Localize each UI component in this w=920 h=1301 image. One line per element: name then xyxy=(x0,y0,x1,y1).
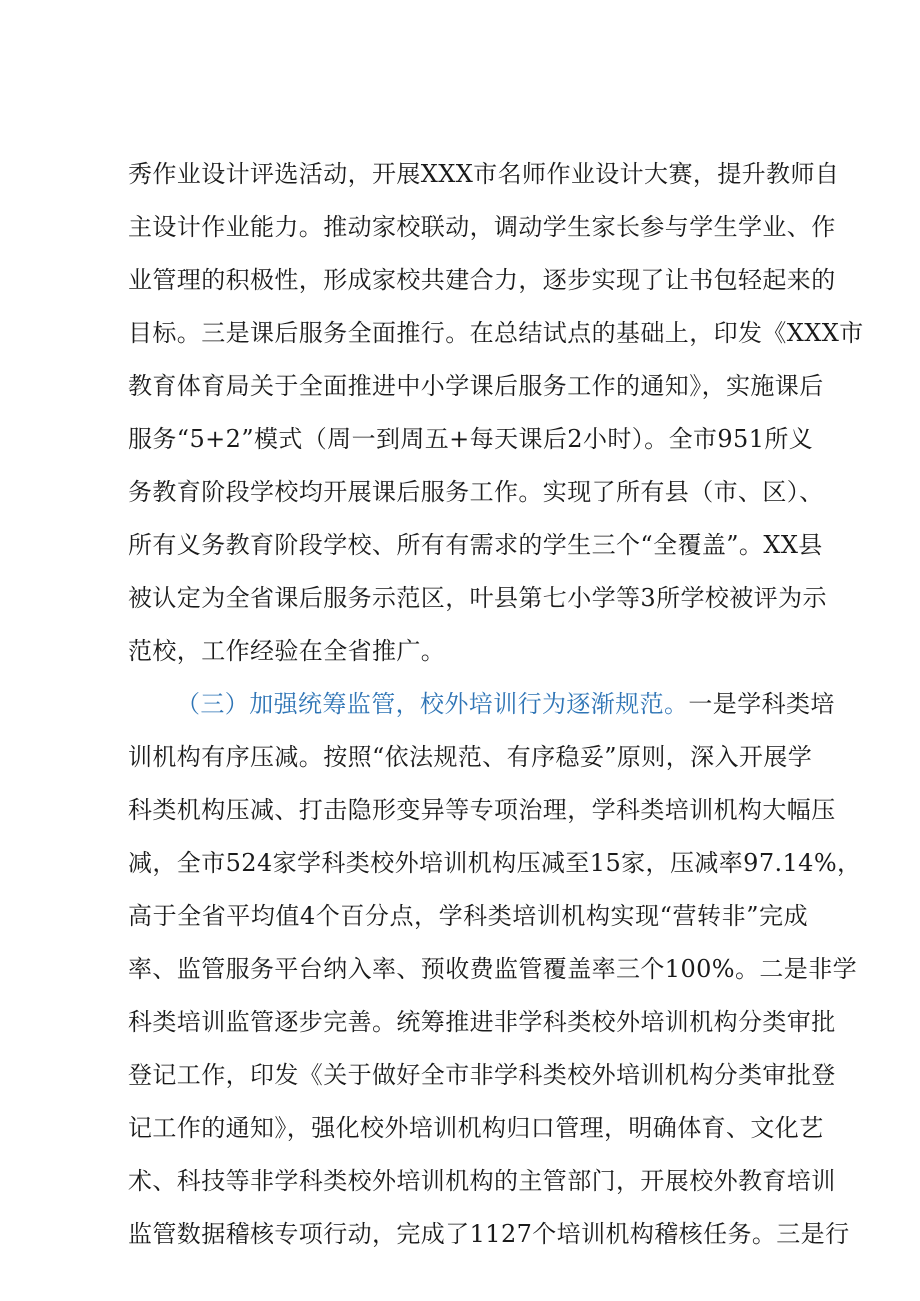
paragraph-line: 务教育阶段学校均开展课后服务工作。实现了所有县（市、区）、 xyxy=(128,478,824,506)
paragraph-line: 训机构有序压减。按照“依法规范、有序稳妥”原则，深入开展学 xyxy=(128,743,813,771)
paragraph-line: 监管数据稽核专项行动，完成了1127个培训机构稽核任务。三是行 xyxy=(128,1220,850,1248)
paragraph-line: 被认定为全省课后服务示范区，叶县第七小学等3所学校被评为示 xyxy=(128,584,827,612)
paragraph-line: 高于全省平均值4个百分点，学科类培训机构实现“营转非”完成 xyxy=(128,902,808,930)
section-heading-line xyxy=(176,678,835,731)
paragraph-line: 登记工作，印发《关于做好全市非学科类校外培训机构分类审批登 xyxy=(128,1061,836,1089)
section-heading: （三）加强统筹监管，校外培训行为逐渐规范。 xyxy=(176,690,689,718)
paragraph-line: 教育体育局关于全面推进中小学课后服务工作的通知》，实施课后 xyxy=(128,372,824,400)
paragraph-line: 业管理的积极性，形成家校共建合力，逐步实现了让书包轻起来的 xyxy=(128,266,836,294)
paragraph-line: 科类培训监管逐步完善。统筹推进非学科类校外培训机构分类审批 xyxy=(128,1008,836,1036)
paragraph-line: 率、监管服务平台纳入率、预收费监管覆盖率三个100%。二是非学 xyxy=(128,955,858,983)
paragraph-line: 记工作的通知》，强化校外培训机构归口管理，明确体育、文化艺 xyxy=(128,1114,824,1142)
paragraph-line: 术、科技等非学科类校外培训机构的主管部门，开展校外教育培训 xyxy=(128,1167,836,1195)
paragraph-line: 主设计作业能力。推动家校联动，调动学生家长参与学生学业、作 xyxy=(128,213,836,241)
paragraph-line: 服务“5+2”模式（周一到周五+每天课后2小时）。全市951所义 xyxy=(128,425,814,453)
paragraph-line: 范校，工作经验在全省推广。 xyxy=(128,637,446,665)
section-first-text: 一是学科类培 xyxy=(688,690,835,718)
paragraph-line: 目标。三是课后服务全面推行。在总结试点的基础上，印发《XXX市 xyxy=(128,319,864,347)
paragraph-line: 减，全市524家学科类校外培训机构压减至15家，压减率97.14%， xyxy=(128,849,862,877)
paragraph-line: 所有义务教育阶段学校、所有有需求的学生三个“全覆盖”。XX县 xyxy=(128,531,823,559)
paragraph-line: 科类机构压减、打击隐形变异等专项治理，学科类培训机构大幅压 xyxy=(128,796,836,824)
paragraph-line: 秀作业设计评选活动，开展XXX市名师作业设计大赛，提升教师自 xyxy=(128,160,840,188)
